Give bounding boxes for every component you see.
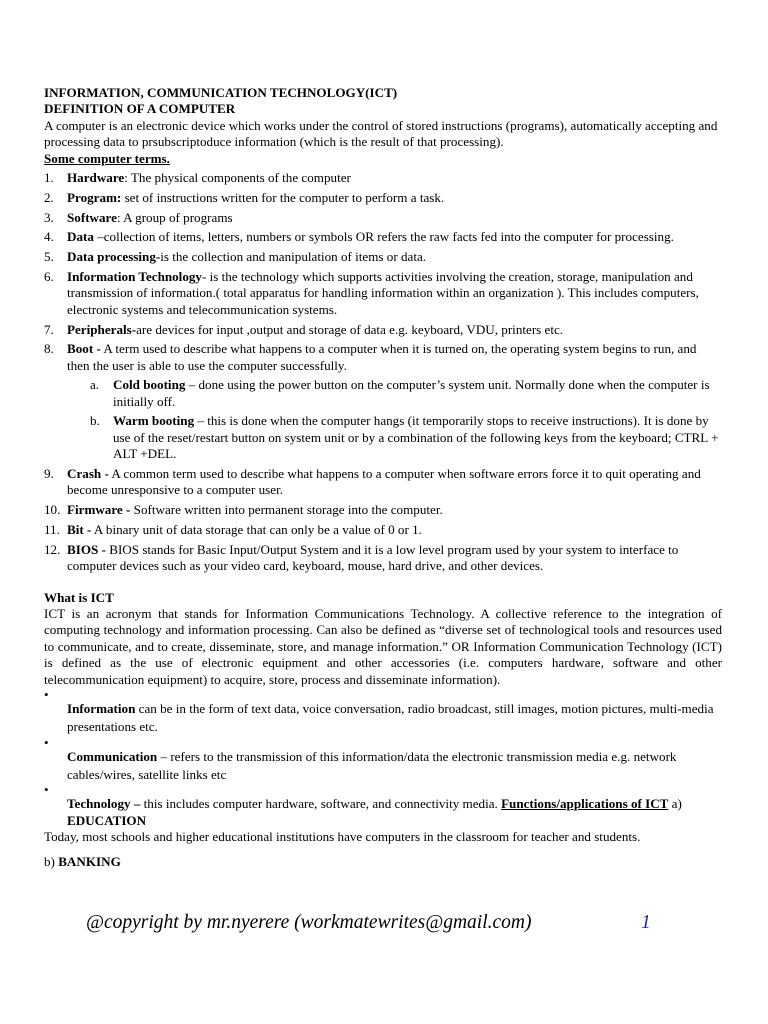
sub-list-item <box>90 413 722 462</box>
term-name: Crash - <box>67 466 109 482</box>
list-item <box>44 170 722 186</box>
term-name: Information Technology <box>67 269 202 285</box>
term-name: Boot - <box>67 341 101 357</box>
ict-heading: What is ICT <box>44 589 114 605</box>
list-item <box>44 522 722 538</box>
term-definition: A common term used to describe what happens to a computer when software errors force it to quit operating and become unresponsive to a computer user. <box>67 466 701 498</box>
item-number: 1. <box>44 170 54 186</box>
list-item <box>44 269 722 318</box>
term-name: Software <box>67 209 117 225</box>
definition-heading: DEFINITION OF A COMPUTER <box>44 101 236 117</box>
term-definition: - is the technology which supports activities involving the creation, storage, manipulation and transmission of information.( total apparatus for handling information within an organization ). This includes computers, electronic systems and telecommunication systems. <box>67 269 699 317</box>
bullet-icon: • <box>44 782 49 798</box>
bullet-text: this includes computer hardware, software, and connectivity media. <box>140 796 502 812</box>
banking-line <box>44 854 722 870</box>
banking-prefix: b) <box>44 854 59 870</box>
item-number: 3. <box>44 209 54 225</box>
ict-bullet-list <box>44 688 722 829</box>
list-item <box>44 466 722 499</box>
document-page <box>44 85 722 871</box>
term-definition: set of instructions written for the computer to perform a task. <box>121 189 445 205</box>
term-definition: A term used to describe what happens to a computer when it is turned on, the operating system begins to run, and then the user is able to use the computer successfully. <box>67 341 697 373</box>
term-definition: : The physical components of the computer <box>124 170 351 186</box>
bullet-after-text: a) <box>668 796 682 812</box>
list-item <box>44 542 722 575</box>
list-item <box>44 249 722 265</box>
boot-sublist <box>67 377 722 462</box>
term-name: BIOS - <box>67 541 106 557</box>
bullet-item <box>44 736 722 784</box>
sub-term-name: Warm booting <box>113 413 195 429</box>
education-paragraph: Today, most schools and higher educational institutions have computers in the classroom for teacher and students. <box>44 828 641 844</box>
sub-list-item <box>90 377 722 410</box>
item-number: 5. <box>44 249 54 265</box>
bullet-icon: • <box>44 735 49 751</box>
term-name: Hardware <box>67 170 125 186</box>
bullet-text: can be in the form of text data, voice conversation, radio broadcast, still images, motion pictures, multi-media presentations etc. <box>67 701 714 735</box>
functions-heading-link: Functions/applications of ICT <box>501 796 669 812</box>
bullet-icon: • <box>44 687 49 703</box>
term-definition: BIOS stands for Basic Input/Output System and it is a low level program used by your system to interface to computer devices such as your video card, keyboard, mouse, hard drive, and other devices. <box>67 541 679 574</box>
list-item <box>44 502 722 518</box>
term-name: Firmware - <box>67 502 131 518</box>
ict-paragraph: ICT is an acronym that stands for Information Communications Technology. A collective reference to the integration of computing technology and information processing. Can also be defined as “diverse set of technological tools and resources used to communicate, and to create, disseminate, store, and manage information.” OR Information Communication Technology (ICT) is defined as the use of electronic equipment and other accessories (i.e. computers hardware, software and other telecommunication equipment) to acquire, store, process and disseminate information). <box>44 606 722 687</box>
sub-term-name: Cold booting <box>113 377 186 393</box>
sub-term-definition: – done using the power button on the computer’s system unit. Normally done when the computer is initially off. <box>113 377 710 409</box>
list-item <box>44 190 722 206</box>
term-definition: is the collection and manipulation of items or data. <box>160 249 427 265</box>
bullet-term: Information <box>67 701 136 717</box>
list-item <box>44 229 722 245</box>
term-definition: are devices for input ,output and storage of data e.g. keyboard, VDU, printers etc. <box>136 321 564 337</box>
term-name: Program: <box>67 189 122 205</box>
item-number: 10. <box>44 502 61 518</box>
bullet-term: Communication <box>67 749 158 765</box>
copyright-footer: @copyright by mr.nyerere (workmatewrites@gmail.com) <box>86 912 532 933</box>
banking-heading: BANKING <box>58 854 121 870</box>
list-item <box>44 210 722 226</box>
item-number: 11. <box>44 522 60 538</box>
bullet-text: – refers to the transmission of this information/data the electronic transmission media e.g. network cables/wires, satellite links etc <box>67 749 677 783</box>
item-number: 4. <box>44 229 54 245</box>
sub-item-letter: a. <box>90 377 100 393</box>
term-name: Data <box>67 229 94 245</box>
term-name: Peripherals- <box>67 321 137 337</box>
term-name: Bit - <box>67 522 92 538</box>
term-definition: : A group of programs <box>116 209 233 225</box>
item-number: 6. <box>44 269 54 285</box>
term-definition: A binary unit of data storage that can only be a value of 0 or 1. <box>91 522 422 538</box>
page-number: 1 <box>641 912 651 933</box>
list-item <box>44 322 722 338</box>
sub-item-letter: b. <box>90 413 100 429</box>
bullet-item <box>44 784 722 829</box>
item-number: 12. <box>44 541 61 557</box>
item-number: 9. <box>44 466 54 482</box>
terms-heading: Some computer terms. <box>44 150 170 166</box>
education-heading: EDUCATION <box>67 812 147 828</box>
bullet-item <box>44 688 722 736</box>
item-number: 7. <box>44 321 54 337</box>
term-definition: –collection of items, letters, numbers or symbols OR refers the raw facts fed into the computer for processing. <box>93 229 674 245</box>
term-definition: Software written into permanent storage into the computer. <box>130 502 443 518</box>
sub-term-definition: – this is done when the computer hangs (it temporarily stops to receive instructions). It is done by use of the reset/restart button on system unit or by a combination of the following keys from the keyboard; CTRL + ALT +DEL. <box>113 413 719 462</box>
list-item <box>44 341 722 462</box>
term-name: Data processing- <box>67 249 161 265</box>
item-number: 2. <box>44 189 54 205</box>
definition-paragraph: A computer is an electronic device which works under the control of stored instructions (programs), automatically accepting and processing data to prsubscriptoduce information (which is the result of that processing). <box>44 117 718 150</box>
item-number: 8. <box>44 341 54 357</box>
bullet-term: Technology – <box>67 796 141 812</box>
document-title: INFORMATION, COMMUNICATION TECHNOLOGY(ICT) <box>44 85 398 100</box>
terms-list <box>44 170 722 575</box>
